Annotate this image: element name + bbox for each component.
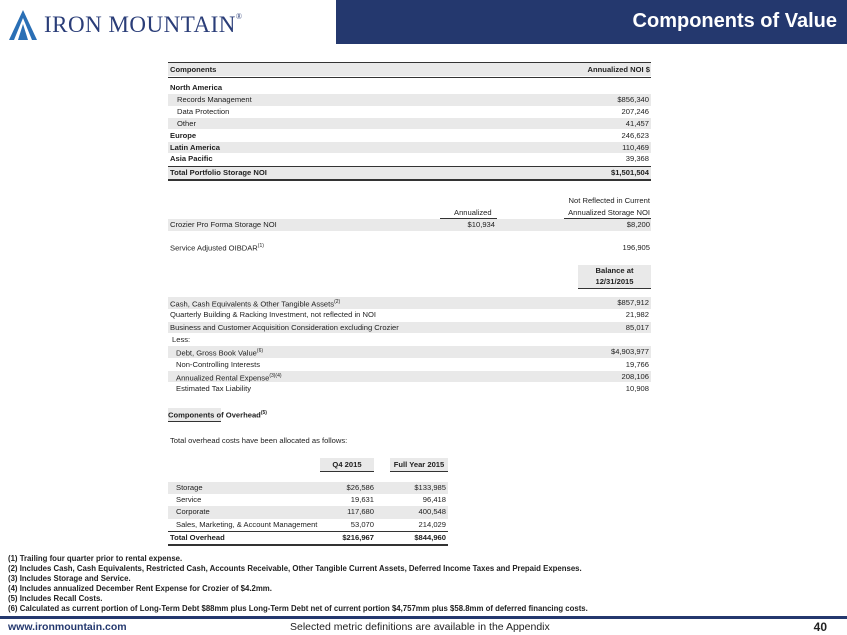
components-header-band [168,63,651,76]
less-item-sup: (3)(4) [269,372,282,379]
page-number: 40 [813,620,827,634]
balance-row-value: $857,912 [617,298,649,307]
footer-url[interactable]: www.ironmountain.com [8,621,127,633]
overhead-row-label: Storage [176,483,203,492]
logo-name: IRON MOUNTAIN [44,12,236,37]
less-item-row [168,346,651,358]
total-portfolio-label: Total Portfolio Storage NOI [170,168,267,177]
overhead-row-fy: 96,418 [422,495,446,505]
footnote: (5) Includes Recall Costs. [8,594,103,603]
balance-row-label: Business and Customer Acquisition Consideration excluding Crozier [170,322,399,332]
balance-row-label: Quarterly Building & Racking Investment, not reflected in NOI [170,310,376,320]
company-logo [8,6,243,46]
oibdar-label-wrap [170,243,264,253]
components-row [168,82,651,94]
overhead-col-fy: Full Year 2015 [393,460,445,469]
overhead-total-row [168,532,448,544]
balance-row-value: 85,017 [625,322,649,332]
overhead-row-q4: 53,070 [350,519,374,529]
footnote: (1) Trailing four quarter prior to rental expense. [8,554,183,563]
less-label: Less: [172,334,191,344]
overhead-total-q4: $216,967 [342,533,374,542]
overhead-row-q4: $26,586 [346,483,374,492]
annualized-header: Annualized [454,208,492,217]
components-row-value: 41,457 [625,118,649,128]
overhead-title-wrap [168,410,267,420]
overhead-title: Components of Overhead [168,410,261,420]
components-row-label: North America [170,83,223,92]
less-item-value: 208,106 [621,371,649,381]
overhead-title-rule [168,421,221,422]
less-item-row [168,371,651,383]
balance-header-2: 12/31/2015 [595,277,634,286]
total-portfolio-value: $1,501,504 [610,168,649,177]
components-row [168,106,651,118]
crozier-annualized: $10,934 [467,220,495,229]
balance-header-1: Balance at [595,266,634,275]
less-item-label: Non-Controlling Interests [176,359,260,369]
balance-row [168,322,651,334]
overhead-row-label: Sales, Marketing, & Account Management [176,519,318,529]
overhead-row [168,482,448,494]
footer-rule [0,616,847,619]
logo-registered-mark: ® [235,12,243,21]
components-row [168,94,651,106]
title-bar [336,0,847,44]
crozier-label: Crozier Pro Forma Storage NOI [170,220,277,229]
balance-row-label-wrap [170,309,376,321]
less-item-value: $4,903,977 [610,347,649,357]
balance-row-label-wrap [170,322,399,334]
components-row-value: 39,368 [625,154,649,164]
overhead-row [168,519,448,531]
footnote: (4) Includes annualized December Rent Expense for Crozier of $4.2mm. [8,584,272,593]
footnote: (3) Includes Storage and Service. [8,574,131,583]
less-item-label-wrap [176,346,263,359]
overhead-intro: Total overhead costs have been allocated as follows: [170,436,348,445]
overhead-row [168,506,448,518]
less-item-label: Estimated Tax Liability [176,384,251,394]
overhead-col-q4: Q4 2015 [332,460,362,469]
components-row-label: Europe [170,130,197,140]
overhead-row-q4: 19,631 [350,495,374,505]
less-item-label-wrap [176,383,251,395]
header-rule [168,77,651,78]
balance-row-label-wrap [170,297,340,310]
balance-header-rule [578,288,651,289]
less-item-value: 19,766 [625,359,649,369]
components-row [168,142,651,154]
balance-row [168,297,651,309]
less-item-row [168,359,651,371]
less-row [168,334,651,346]
balance-row-label: Cash, Cash Equivalents & Other Tangible Assets [170,299,335,309]
less-item-label-wrap [176,359,260,371]
crozier-not-reflected: $8,200 [626,220,650,229]
total-bottom-rule [168,179,651,181]
oibdar-value: 196,905 [622,243,650,252]
less-item-label: Annualized Rental Expense [176,373,270,383]
overhead-total-label: Total Overhead [170,533,225,542]
overhead-row-q4: 117,680 [347,507,374,517]
total-portfolio-row [168,167,651,179]
footnote: (6) Calculated as current portion of Long-Term Debt $88mm plus Long-Term Debt net of current portion $4,757mm plus $58.8mm of deferred financing costs. [8,604,588,613]
logo-wordmark [44,12,242,38]
mountain-logo-icon [8,9,38,41]
components-row-value: 246,623 [621,130,649,140]
components-row-label: Latin America [170,142,220,152]
less-item-label: Debt, Gross Book Value [176,348,257,358]
overhead-row-label: Service [176,495,202,505]
overhead-title-sup: (5) [260,410,267,416]
balance-row-sup: (2) [334,299,341,305]
balance-row [168,309,651,321]
fy-header-rule [390,471,448,472]
page-title: Components of Value [632,10,837,32]
overhead-row-fy: $133,985 [414,483,446,492]
components-row-value: $856,340 [617,94,649,104]
components-row-label: Other [177,118,196,128]
overhead-row-label: Corporate [176,507,210,517]
q4-header-rule [320,471,374,472]
less-item-row [168,383,651,395]
less-item-value: 10,908 [625,384,649,394]
overhead-row-fy: 400,548 [418,507,446,517]
components-col-label: Components [170,65,217,74]
overhead-total-fy: $844,960 [414,533,446,542]
footer-note: Selected metric definitions are available in the Appendix [290,621,550,633]
balance-row-value: 21,982 [625,310,649,320]
overhead-total-bottom-rule [168,544,448,546]
less-item-label-wrap [176,371,282,384]
components-row-label: Asia Pacific [170,154,213,164]
oibdar-footnote: (1) [257,243,264,249]
less-item-sup: (6) [256,348,264,355]
components-row [168,130,651,142]
overhead-row-fy: 214,029 [418,519,446,529]
footnote: (2) Includes Cash, Cash Equivalents, Restricted Cash, Accounts Receivable, Other Tangible Current Assets, Deferred Income Taxes and Prepaid Expenses. [8,564,582,573]
components-row-value: 207,246 [621,106,649,116]
components-row-label: Data Protection [177,106,230,116]
components-row [168,118,651,130]
not-reflected-header-1: Not Reflected in Current [568,196,650,205]
components-row-label: Records Management [177,94,252,104]
components-col-value: Annualized NOI $ [587,65,650,74]
components-row [168,153,651,165]
not-reflected-header-2: Annualized Storage NOI [568,208,650,217]
oibdar-label: Service Adjusted OIBDAR [170,243,258,253]
components-row-value: 110,469 [622,142,649,152]
overhead-row [168,494,448,506]
